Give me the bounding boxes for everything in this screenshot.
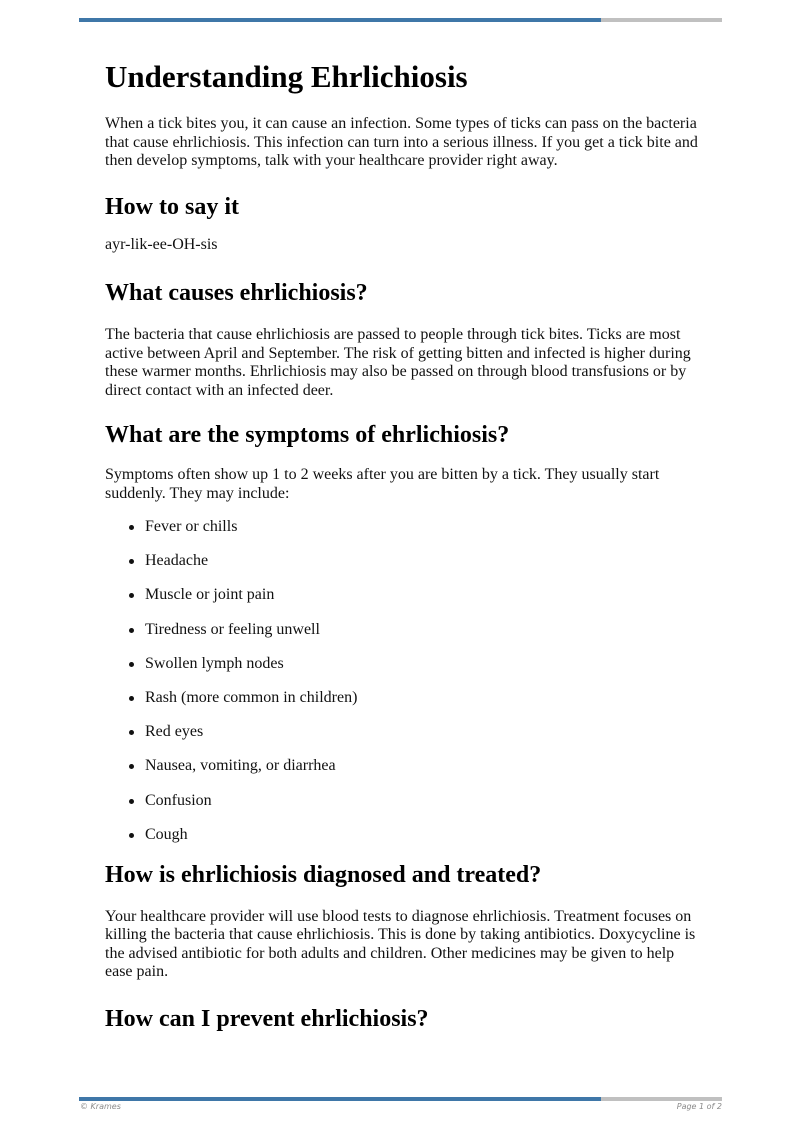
list-item: Fever or chills (105, 518, 705, 537)
document-body (105, 55, 705, 1048)
bullet-icon (129, 662, 134, 667)
section-heading-diagnosis: How is ehrlichiosis diagnosed and treated? (105, 861, 542, 888)
footer-page-indicator: Page 1 of 2 (676, 1102, 722, 1111)
bullet-icon (129, 628, 134, 633)
list-item: Red eyes (105, 723, 705, 742)
section-heading-causes: What causes ehrlichiosis? (105, 280, 368, 306)
symptoms-paragraph: Symptoms often show up 1 to 2 weeks after you are bitten by a tick. They usually start suddenly. They may include: (105, 466, 660, 502)
page-title: Understanding Ehrlichiosis (105, 59, 468, 94)
diagnosis-paragraph: Your healthcare provider will use blood tests to diagnose ehrlichiosis. Treatment focuses on killing the bacteria that cause ehrlichiosis. This is done by taking antibiotics. Doxycycline is the advised antibiotic for both adults and children. Other medicines may be given to help ease pain. (105, 907, 696, 981)
section-heading-symptoms: What are the symptoms of ehrlichiosis? (105, 422, 510, 448)
section-heading-pronunciation: How to say it (105, 193, 239, 220)
intro-paragraph: When a tick bites you, it can cause an infection. Some types of ticks can pass on the bacteria that cause ehrlichiosis. This infection can turn into a serious illness. If you get a tick bite and then develop symptoms, talk with your healthcare provider right away. (105, 115, 698, 169)
list-item: Confusion (105, 792, 705, 811)
causes-paragraph: The bacteria that cause ehrlichiosis are passed to people through tick bites. Ticks are most active between April and September. The risk of getting bitten and infected is higher during these warmer months. Ehrlichiosis may also be passed on through blood transfusions or by direct contact with an infected deer. (105, 326, 691, 399)
footer-bar-grey-segment (601, 1097, 722, 1101)
footer-copyright: © Krames (80, 1102, 121, 1111)
bullet-icon (129, 696, 134, 701)
footer-progress-bar (79, 1097, 722, 1101)
section-heading-prevention: How can I prevent ehrlichiosis? (105, 1005, 429, 1032)
bullet-icon (129, 833, 134, 838)
list-item: Cough (105, 826, 705, 845)
list-item: Headache (105, 552, 705, 571)
list-item: Muscle or joint pain (105, 586, 705, 605)
bullet-icon (129, 593, 134, 598)
footer-bar-blue-segment (79, 1097, 601, 1101)
header-progress-bar (79, 18, 722, 22)
list-item: Swollen lymph nodes (105, 655, 705, 674)
bullet-icon (129, 764, 134, 769)
list-item: Nausea, vomiting, or diarrhea (105, 757, 705, 776)
bullet-icon (129, 799, 134, 804)
list-item: Tiredness or feeling unwell (105, 621, 705, 640)
list-item: Rash (more common in children) (105, 689, 705, 708)
bullet-icon (129, 525, 134, 530)
header-bar-grey-segment (601, 18, 722, 22)
bullet-icon (129, 730, 134, 735)
header-bar-blue-segment (79, 18, 601, 22)
bullet-icon (129, 559, 134, 564)
symptoms-list (105, 518, 705, 844)
pronunciation-text: ayr-lik-ee-OH-sis (105, 235, 218, 253)
